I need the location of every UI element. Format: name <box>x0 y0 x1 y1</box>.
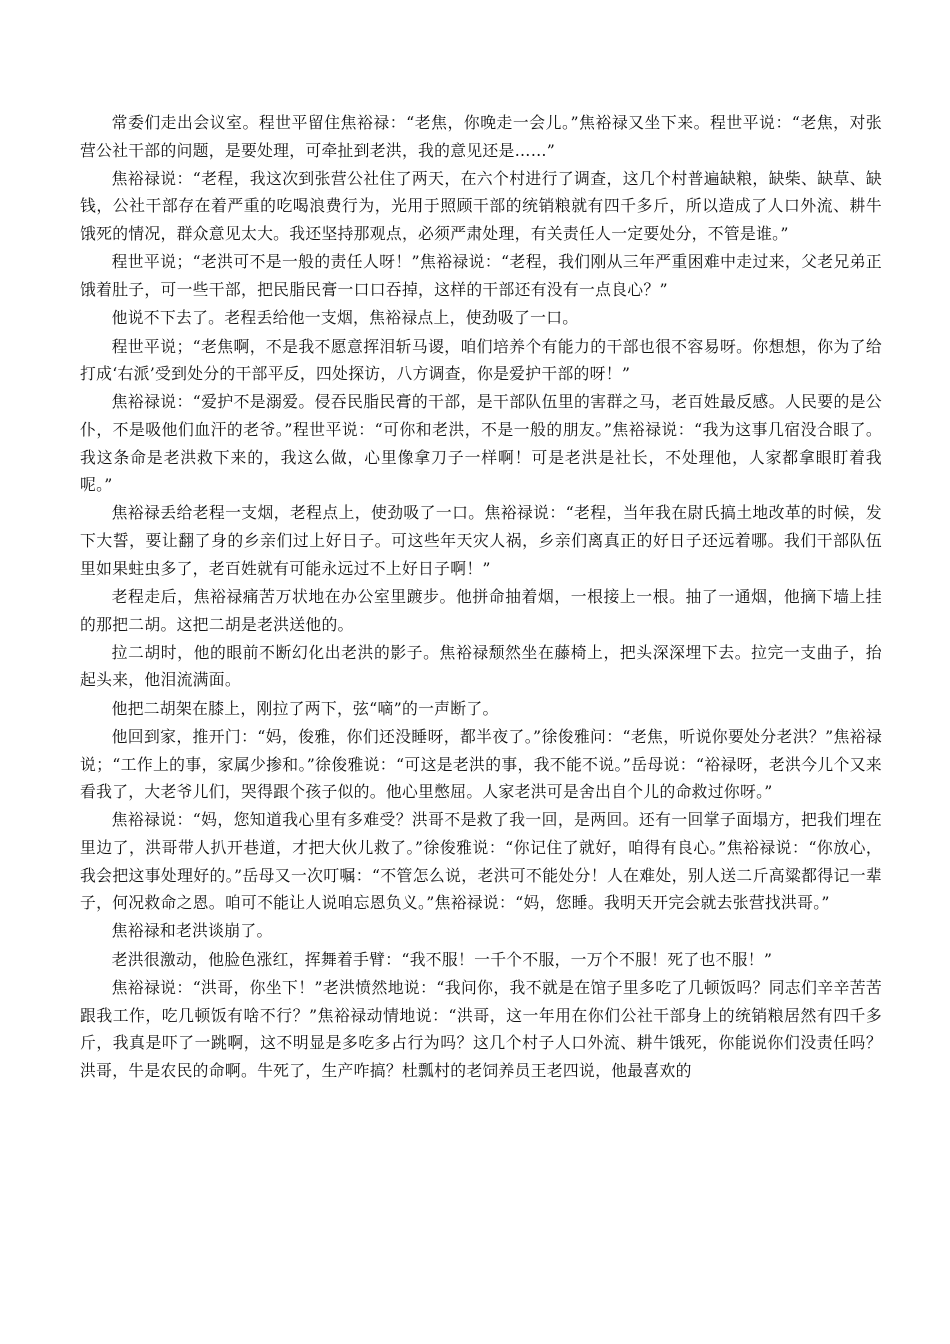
paragraph: 程世平说；“老焦啊，不是我不愿意挥泪斩马谡，咱们培养个有能力的干部也很不容易呀。你想想，你为了给打成‘右派’受到处分的干部平反，四处探访，八方调查，你是爱护干部的呀！” <box>80 336 882 384</box>
paragraph: 焦裕禄说：“老程，我这次到张营公社住了两天，在六个村进行了调查，这几个村普遍缺粮，缺柴、缺草、缺钱，公社干部存在着严重的吃喝浪费行为，光用于照顾干部的统销粮就有四千多斤，所以造成了人口外流、耕牛饿死的情况，群众意见太大。我还坚持那观点，必须严肃处理，有关责任人一定要处分，不管是谁。” <box>80 168 882 244</box>
paragraph: 焦裕禄和老洪谈崩了。 <box>111 921 273 941</box>
paragraph: 拉二胡时，他的眼前不断幻化出老洪的影子。焦裕禄颓然坐在藤椅上，把头深深埋下去。拉完一支曲子，抬起头来，他泪流满面。 <box>80 642 882 690</box>
paragraph: 焦裕禄说：“妈，您知道我心里有多难受？洪哥不是救了我一回，是两回。还有一回掌子面塌方，把我们埋在里边了，洪哥带人扒开巷道，才把大伙儿救了。”徐俊雅说：“你记住了就好，咱得有良心。”焦裕禄说：“你放心，我会把这事处理好的。”岳母又一次叮嘱：“不管怎么说，老洪可不能处分！人在难处，别人送二斤高粱都得记一辈子，何况救命之恩。咱可不能让人说咱忘恩负义。”焦裕禄说：“妈，您睡。我明天开完会就去张营找洪哥。” <box>80 810 882 913</box>
paragraph: 焦裕禄说：“洪哥，你坐下！”老洪愤然地说：“我问你，我不就是在馆子里多吃了几顿饭吗？同志们辛辛苦苦跟我工作，吃几顿饭有啥不行？”焦裕禄动情地说：“洪哥，这一年用在你们公社干部身上的统销粮居然有四千多斤，我真是吓了一跳啊，这不明显是多吃多占行为吗？这几个村子人口外流、耕牛饿死，你能说你们没责任吗？洪哥，牛是农民的命啊。牛死了，生产咋搞？杜瓢村的老饲养员王老四说，他最喜欢的 <box>80 978 882 1080</box>
paragraph: 他说不下去了。老程丢给他一支烟，焦裕禄点上，使劲吸了一口。 <box>111 308 579 328</box>
paragraph: 老程走后，焦裕禄痛苦万状地在办公室里踱步。他拼命抽着烟，一根接上一根。抽了一通烟，他摘下墙上挂的那把二胡。这把二胡是老洪送他的。 <box>80 586 882 634</box>
paragraph: 他回到家，推开门：“妈，俊雅，你们还没睡呀，都半夜了。”徐俊雅问：“老焦，听说你要处分老洪？”焦裕禄说；“工作上的事，家属少掺和。”徐俊雅说：“可这是老洪的事，我不能不说。”岳母说：“裕禄呀，老洪今儿个又来看我了，大老爷儿们，哭得跟个孩子似的。他心里憋屈。人家老洪可是舍出自个儿的命救过你呀。” <box>80 726 882 802</box>
paragraph: 程世平说；“老洪可不是一般的责任人呀！”焦裕禄说：“老程，我们刚从三年严重困难中走过来，父老兄弟正饿着肚子，可一些干部，把民脂民膏一口口吞掉，这样的干部还有没有一点良心？” <box>80 252 882 299</box>
paragraph: 老洪很激动，他脸色涨红，挥舞着手臂：“我不服！一千个不服，一万个不服！死了也不服！” <box>111 949 773 969</box>
paragraph: 焦裕禄说：“爱护不是溺爱。侵吞民脂民膏的干部，是干部队伍里的害群之马，老百姓最反感。人民要的是公仆，不是吸他们血汗的老爷。”程世平说：“可你和老洪，不是一般的朋友。”焦裕禄说：“我为这事几宿没合眼了。我这条命是老洪救下来的，我这么做，心里像拿刀子一样啊！可是老洪是社长，不处理他，人家都拿眼盯着我呢。” <box>80 392 882 495</box>
paragraph: 常委们走出会议室。程世平留住焦裕禄：“老焦，你晚走一会儿。”焦裕禄又坐下来。程世平说：“老焦，对张营公社干部的问题，是要处理，可牵扯到老洪，我的意见还是……” <box>80 113 882 160</box>
document-page <box>80 109 882 1085</box>
paragraph: 他把二胡架在膝上，刚拉了两下，弦“嘀”的一声断了。 <box>111 698 499 718</box>
paragraph: 焦裕禄丢给老程一支烟，老程点上，使劲吸了一口。焦裕禄说：“老程，当年我在尉氏搞土地改革的时候，发下大誓，要让翻了身的乡亲们过上好日子。可这些年天灾人祸，乡亲们离真正的好日子还远着哪。我们干部队伍里如果蛀虫多了，老百姓就有可能永远过不上好日子啊！” <box>80 503 882 578</box>
